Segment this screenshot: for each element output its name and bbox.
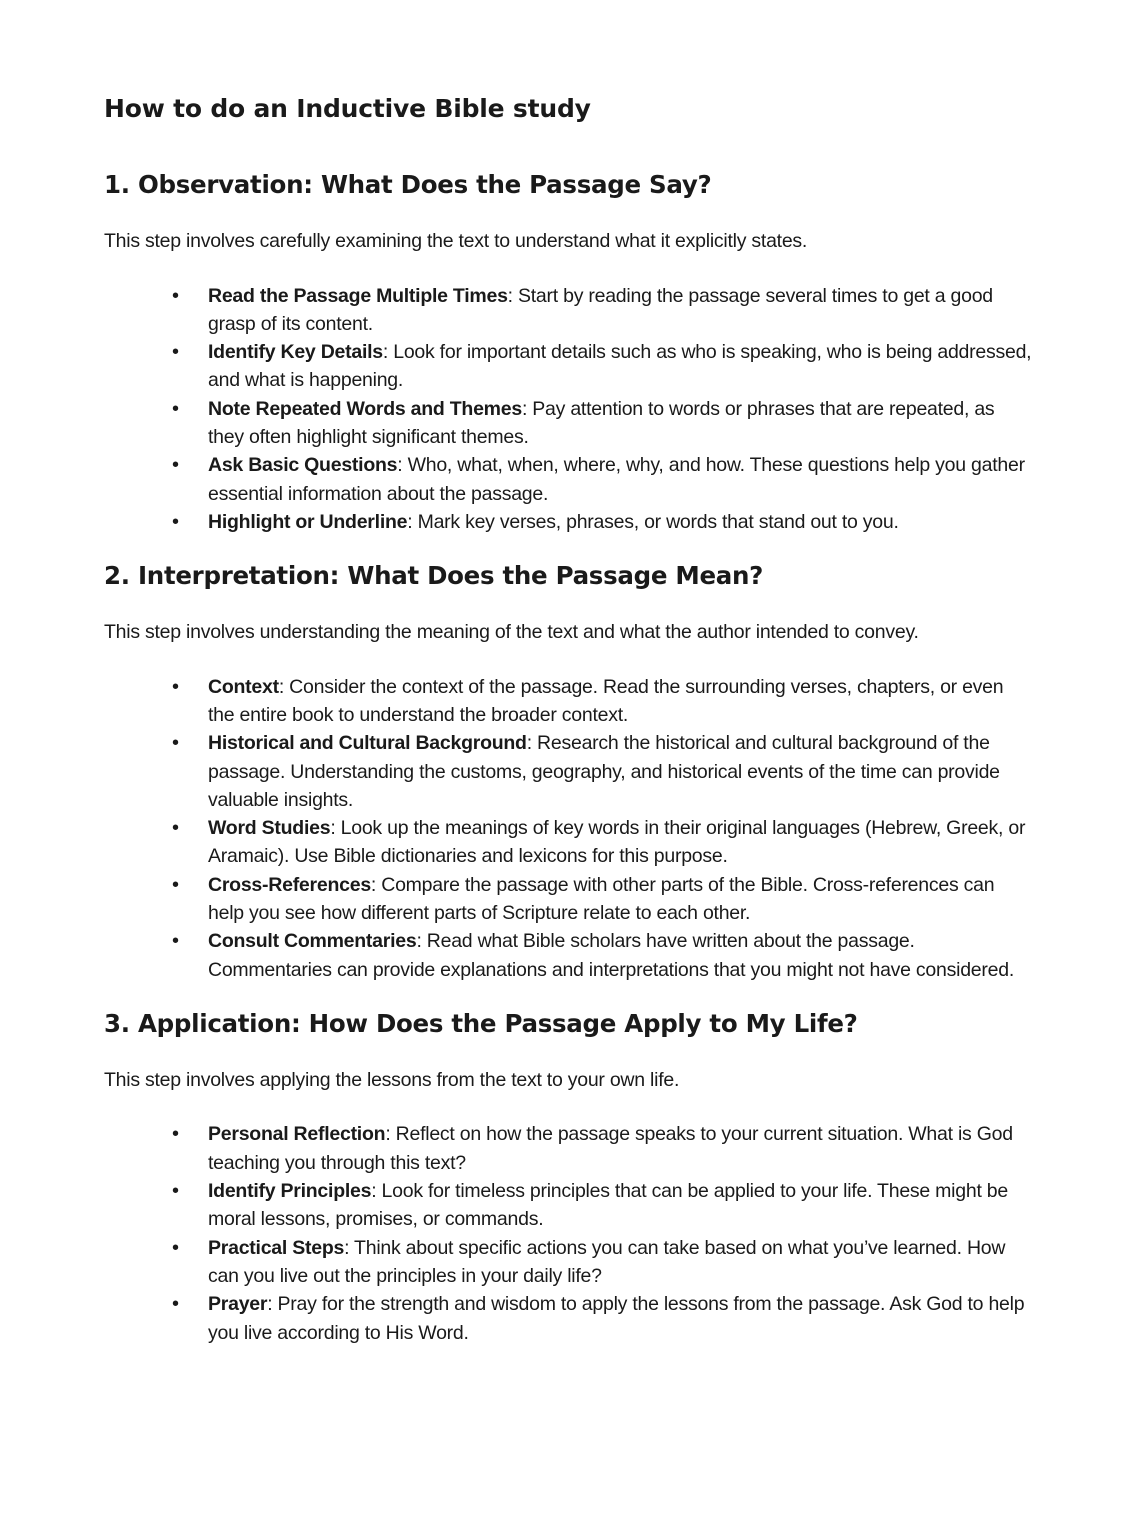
- list-item: [172, 729, 1034, 814]
- bullet-icon: •: [172, 510, 179, 533]
- section-heading: 3. Application: How Does the Passage Apply to My Life?: [104, 1008, 858, 1038]
- list-item: [172, 451, 1034, 508]
- bullet-icon: •: [172, 675, 179, 698]
- item-term: Consult Commentaries: [208, 930, 417, 953]
- item-term: Note Repeated Words and Themes: [208, 397, 522, 420]
- list-item: [172, 1120, 1034, 1177]
- section-heading: 1. Observation: What Does the Passage Say?: [104, 170, 712, 199]
- document-page: [104, 90, 1034, 1369]
- list-item: [172, 1177, 1034, 1234]
- item-term: Identify Principles: [208, 1180, 372, 1203]
- bullet-icon: •: [172, 397, 179, 420]
- bullet-icon: •: [172, 454, 179, 477]
- item-text: : Start by reading the passage several times to get a good grasp of its content.: [208, 284, 993, 335]
- section-intro: This step involves applying the lessons from the text to your own life.: [104, 1068, 680, 1091]
- bullet-icon: •: [172, 873, 179, 896]
- item-text: : Look up the meanings of key words in their original languages (Hebrew, Greek, or Aramaic). Use Bible dictionaries and lexicons for this purpose.: [208, 817, 1026, 868]
- item-text: : Reflect on how the passage speaks to your current situation. What is God teaching you through this text?: [208, 1123, 1013, 1174]
- bullet-list: [104, 282, 1034, 537]
- item-text: : Look for important details such as who is speaking, who is being addressed, and what is happening.: [208, 341, 1032, 392]
- section-intro: This step involves carefully examining the text to understand what it explicitly states.: [104, 230, 808, 252]
- list-item: [172, 673, 1034, 730]
- item-text: : Research the historical and cultural background of the passage. Understanding the customs, geography, and historical events of the time can provide valuable insights.: [208, 732, 1000, 811]
- item-term: Word Studies: [208, 817, 331, 840]
- list-item: [172, 282, 1034, 339]
- item-term: Practical Steps: [208, 1236, 345, 1259]
- list-item: [172, 338, 1034, 395]
- item-text: : Compare the passage with other parts of the Bible. Cross-references can help you see how different parts of Scripture relate to each other.: [208, 873, 995, 925]
- item-term: Identify Key Details: [208, 341, 383, 364]
- section-observation: [104, 167, 1034, 536]
- item-term: Read the Passage Multiple Times: [208, 284, 508, 307]
- bullet-icon: •: [172, 341, 179, 364]
- bullet-icon: •: [172, 284, 179, 307]
- item-text: : Mark key verses, phrases, or words that stand out to you.: [407, 510, 899, 533]
- item-text: : Who, what, when, where, why, and how. These questions help you gather essential information about the passage.: [208, 454, 1025, 505]
- bullet-icon: •: [172, 817, 179, 840]
- bullet-icon: •: [172, 1293, 179, 1316]
- bullet-icon: •: [172, 1236, 179, 1259]
- bullet-list: [104, 673, 1034, 984]
- list-item: [172, 395, 1034, 452]
- bullet-icon: •: [172, 1123, 179, 1146]
- section-intro: This step involves understanding the meaning of the text and what the author intended to convey.: [104, 621, 919, 644]
- item-text: : Consider the context of the passage. Read the surrounding verses, chapters, or even the entire book to understand the broader context.: [208, 675, 1004, 726]
- item-term: Historical and Cultural Background: [208, 732, 527, 755]
- document-title: How to do an Inductive Bible study: [104, 94, 591, 123]
- list-item: [172, 871, 1034, 928]
- item-text: : Look for timeless principles that can be applied to your life. These might be moral lessons, promises, or commands.: [208, 1180, 1008, 1231]
- bullet-icon: •: [172, 1180, 179, 1203]
- item-text: : Read what Bible scholars have written about the passage. Commentaries can provide explanations and interpretations that you might not have considered.: [208, 930, 1014, 981]
- item-term: Prayer: [208, 1293, 268, 1316]
- section-interpretation: [104, 558, 1034, 984]
- item-text: : Think about specific actions you can take based on what you’ve learned. How can you live out the principles in your daily life?: [208, 1236, 1006, 1287]
- list-item: [172, 1290, 1034, 1347]
- item-term: Cross-References: [208, 873, 371, 896]
- list-item: [172, 927, 1034, 984]
- item-text: : Pray for the strength and wisdom to apply the lessons from the passage. Ask God to help you live according to His Word.: [208, 1293, 1025, 1344]
- bullet-icon: •: [172, 732, 179, 755]
- item-term: Context: [208, 675, 279, 698]
- item-term: Ask Basic Questions: [208, 454, 398, 477]
- bullet-icon: •: [172, 930, 179, 953]
- section-application: [104, 1006, 1034, 1347]
- list-item: [172, 814, 1034, 871]
- bullet-list: [104, 1120, 1034, 1346]
- list-item: [172, 508, 1034, 536]
- item-term: Highlight or Underline: [208, 510, 408, 533]
- section-heading: 2. Interpretation: What Does the Passage Mean?: [104, 561, 764, 591]
- item-text: : Pay attention to words or phrases that are repeated, as they often highlight significant themes.: [208, 397, 995, 448]
- list-item: [172, 1234, 1034, 1291]
- item-term: Personal Reflection: [208, 1123, 386, 1146]
